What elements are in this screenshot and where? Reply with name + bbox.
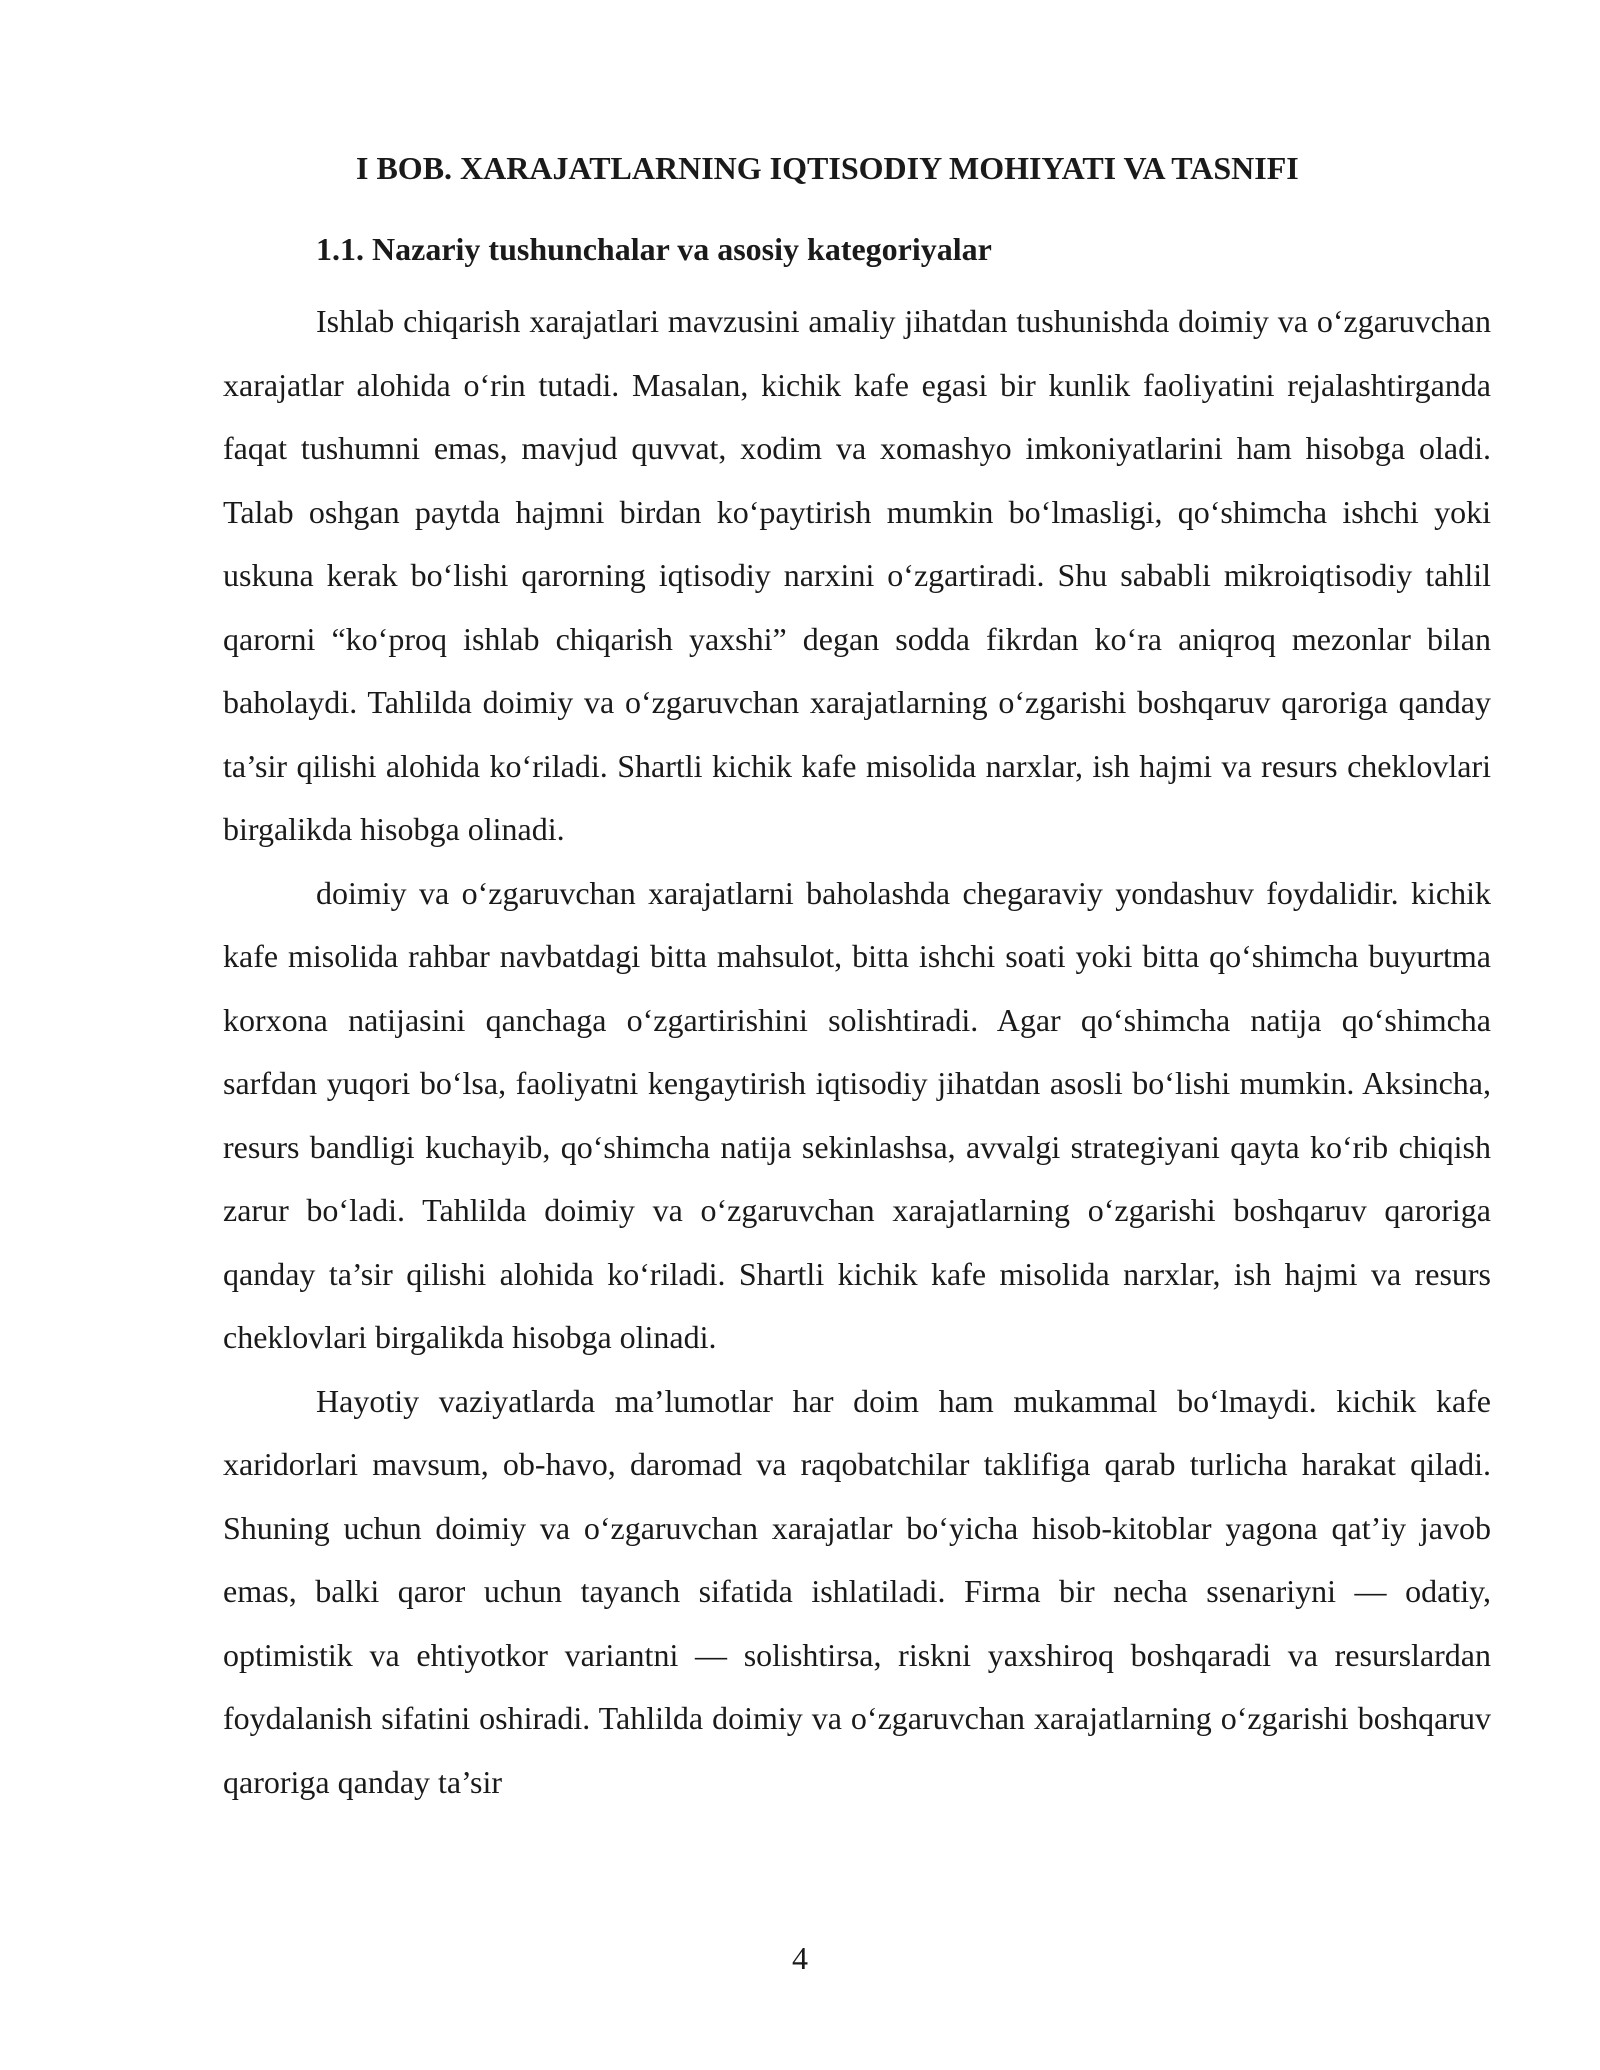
chapter-title: I BOB. XARAJATLARNING IQTISODIY MOHIYATI VA TASNIFI xyxy=(356,150,1299,186)
paragraph: Ishlab chiqarish xarajatlari mavzusini amaliy jihatdan tushunishda doimiy va oʻzgaruvchan xarajatlar alohida oʻrin tutadi. Masalan, kichik kafe egasi bir kunlik faoliyatini rejalashtirganda faqat tushumni emas, mavjud quvvat, xodim va xomashyo imkoniyatlarini ham hisobga oladi. Talab oshgan paytda hajmni birdan koʻpaytirish mumkin boʻlmasligi, qoʻshimcha ishchi yoki uskuna kerak boʻlishi qarorning iqtisodiy narxini oʻzgartiradi. Shu sababli mikroiqtisodiy tahlil qarorni “koʻproq ishlab chiqarish yaxshi” degan sodda fikrdan koʻra aniqroq mezonlar bilan baholaydi. Tahlilda doimiy va oʻzgaruvchan xarajatlarning oʻzgarishi boshqaruv qaroriga qanday ta’sir qilishi alohida koʻriladi. Shartli kichik kafe misolida narxlar, ish hajmi va resurs cheklovlari birgalikda hisobga olinadi. xyxy=(223,303,1491,847)
section-title: 1.1. Nazariy tushunchalar va asosiy kategoriyalar xyxy=(316,231,992,267)
paragraph: doimiy va oʻzgaruvchan xarajatlarni baholashda chegaraviy yondashuv foydalidir. kichik kafe misolida rahbar navbatdagi bitta mahsulot, bitta ishchi soati yoki bitta qoʻshimcha buyurtma korxona natijasini qanchaga oʻzgartirishini solishtiradi. Agar qoʻshimcha natija qoʻshimcha sarfdan yuqori boʻlsa, faoliyatni kengaytirish iqtisodiy jihatdan asosli boʻlishi mumkin. Aksincha, resurs bandligi kuchayib, qoʻshimcha natija sekinlashsa, avvalgi strategiyani qayta koʻrib chiqish zarur boʻladi. Tahlilda doimiy va oʻzgaruvchan xarajatlarning oʻzgarishi boshqaruv qaroriga qanday ta’sir qilishi alohida koʻriladi. Shartli kichik kafe misolida narxlar, ish hajmi va resurs cheklovlari birgalikda hisobga olinadi. xyxy=(223,874,1491,1355)
page-number: 4 xyxy=(792,1940,808,1976)
paragraph: Hayotiy vaziyatlarda ma’lumotlar har doim ham mukammal boʻlmaydi. kichik kafe xaridorlari mavsum, ob-havo, daromad va raqobatchilar taklifiga qarab turlicha harakat qiladi. Shuning uchun doimiy va oʻzgaruvchan xarajatlar boʻyicha hisob-kitoblar yagona qat’iy javob emas, balki qaror uchun tayanch sifatida ishlatiladi. Firma bir necha ssenariyni — odatiy, optimistik va ehtiyotkor variantni — solishtirsa, riskni yaxshiroq boshqaradi va resurslardan foydalanish sifatini oshiradi. Tahlilda doimiy va oʻzgaruvchan xarajatlarning oʻzgarishi boshqaruv qaroriga qanday ta’sir xyxy=(223,1382,1491,1800)
body-text xyxy=(223,290,1491,1814)
